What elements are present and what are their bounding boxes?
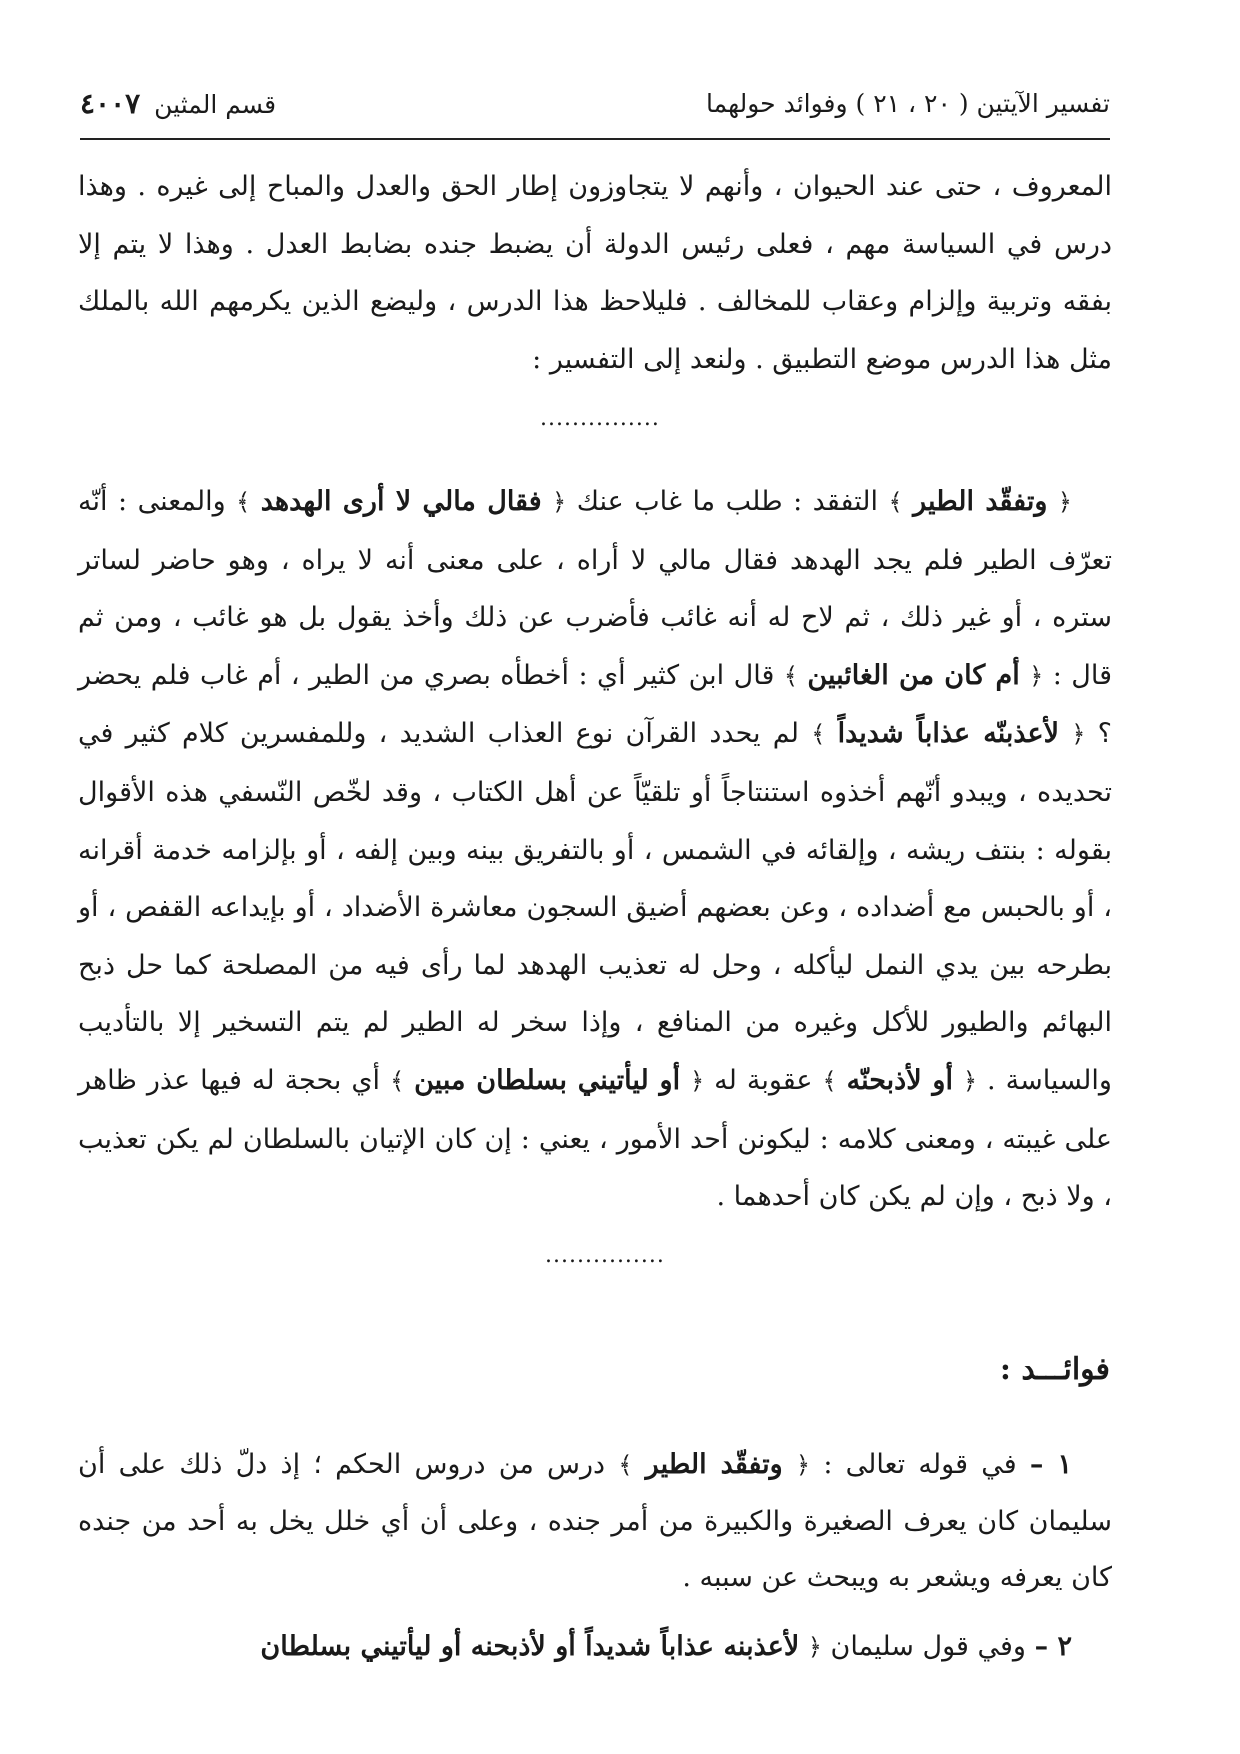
fawaid-item-2	[78, 1622, 1112, 1672]
fawaid-heading: فوائـــد :	[999, 1352, 1110, 1387]
bracket-open: ﴿	[690, 1066, 705, 1095]
commentary-text: قال ابن كثير أي : أخطأه بصري من الطير ، أم غاب فلم يحضر ؟	[78, 659, 1112, 750]
quran-quote: أم كان من الغائبين	[807, 659, 1020, 691]
bracket-close: ﴾	[822, 1066, 837, 1095]
bracket-close: ﴾	[888, 488, 903, 516]
item-text: وفي قول سليمان	[830, 1631, 1026, 1662]
item-text: درس من دروس الحكم ؛ إذ دلّ ذلك على أن سليمان كان يعرف الصغيرة والكبيرة من أمر جنده ، وعلى أن أي خلل يخل به أحد من جنده كان يعرفه ويشعر به ويبحث عن سببه .	[78, 1449, 1112, 1593]
commentary-text: لم يحدد القرآن نوع العذاب الشديد ، وللمفسرين كلام كثير في تحديده ، ويبدو أنّهم أخذوه استنتاجاً أو تلقيّاً عن أهل الكتاب ، وقد لخّص النّسفي هذه الأقوال بقوله : بنتف ريشه ، وإلقائه في الشمس ، أو بالتفريق بينه وبين إلفه ، أو بإلزامه خدمة أقرانه ، أو بالحبس مع أضداده ، وعن بعضهم أضيق السجون معاشرة الأضداد ، أو بإيداعه القفص ، أو بطرحه بين يدي النمل ليأكله ، وحل له تعذيب الهدهد لما رأى فيه من المصلحة كما حل ذبح البهائم والطيور للأكل وغيره من المنافع ، وإذا سخر له الطير لم يتم التسخير إلا بالتأديب والسياسة .	[78, 718, 1112, 1096]
commentary-text: عقوبة له	[714, 1064, 813, 1096]
commentary-text: التفقد : طلب ما غاب عنك	[576, 486, 879, 517]
bracket-open: ﴿	[1029, 661, 1044, 690]
commentary-text: والمعنى : أنّه تعرّف الطير فلم يجد الهدهد فقال مالي لا أراه ، على معنى أنه لا يراه ، وهو حاضر لساتر ستره ، أو غير ذلك ، ثم لاح له أنه غائب فأضرب عن ذلك وأخذ يقول بل هو غائب ، ومن ثم قال :	[78, 486, 1113, 691]
header-divider	[80, 138, 1110, 140]
bracket-close: ﴾	[390, 1066, 405, 1095]
bracket-open: ﴿	[552, 488, 567, 516]
commentary-text: أي بحجة له فيها عذر ظاهر على غيبته ، ومعنى كلامه : ليكونن أحد الأمور ، يعني : إن كان الإتيان بالسلطان لم يكن تعذيب ، ولا ذبح ، وإن لم يكن كان أحدهما .	[78, 1064, 1112, 1213]
header-section	[80, 84, 276, 125]
quran-quote: أو ليأتيني بسلطان مبين	[414, 1064, 681, 1096]
quran-quote: لأعذبنّه عذاباً شديداً	[837, 718, 1060, 750]
bracket-close: ﴾	[236, 488, 251, 516]
page-number: ٤٠٠٧	[80, 87, 141, 120]
quran-quote: وتفقّد الطير	[913, 486, 1048, 517]
bracket-close: ﴾	[618, 1451, 633, 1479]
quran-quote: فقال مالي لا أرى الهدهد	[260, 486, 542, 517]
section-separator: ...............	[545, 1243, 665, 1268]
quran-quote: لأعذبنه عذاباً شديداً أو لأذبحنه أو ليأتيني بسلطان	[260, 1631, 800, 1662]
bracket-open: ﴿	[1071, 720, 1086, 749]
page-header	[80, 84, 1110, 128]
running-title: تفسير الآيتين ( ٢٠ ، ٢١ ) وفوائد حولهما	[706, 89, 1110, 118]
bracket-close: ﴾	[783, 661, 798, 690]
paragraph-continuation: المعروف ، حتى عند الحيوان ، وأنهم لا يتجاوزون إطار الحق والعدل والمباح إلى غيره . وهذا درس في السياسة مهم ، فعلى رئيس الدولة أن يضبط جنده بضابط العدل . وهذا لا يتم إلا بفقه وتربية وإلزام وعقاب للمخالف . فليلاحظ هذا الدرس ، وليضع الذين يكرمهم الله بالملك مثل هذا الدرس موضع التطبيق . ولنعد إلى التفسير :	[78, 171, 1112, 375]
item-number: ١ –	[1029, 1449, 1072, 1480]
bracket-open: ﴿	[807, 1633, 822, 1661]
section-name: قسم المثين	[154, 90, 277, 119]
bracket-close: ﴾	[811, 720, 826, 749]
tafsir-paragraph	[78, 473, 1112, 1226]
bracket-open: ﴿	[962, 1066, 978, 1095]
quran-quote: وتفقّد الطير	[645, 1449, 783, 1480]
quran-quote: أو لأذبحنّه	[846, 1064, 953, 1096]
item-number: ٢ –	[1034, 1631, 1072, 1662]
bracket-open: ﴿	[1057, 488, 1072, 516]
item-text: في قوله تعالى :	[823, 1449, 1017, 1480]
bracket-open: ﴿	[795, 1451, 811, 1479]
fawaid-item-1	[78, 1437, 1112, 1607]
section-separator: ...............	[540, 406, 660, 431]
